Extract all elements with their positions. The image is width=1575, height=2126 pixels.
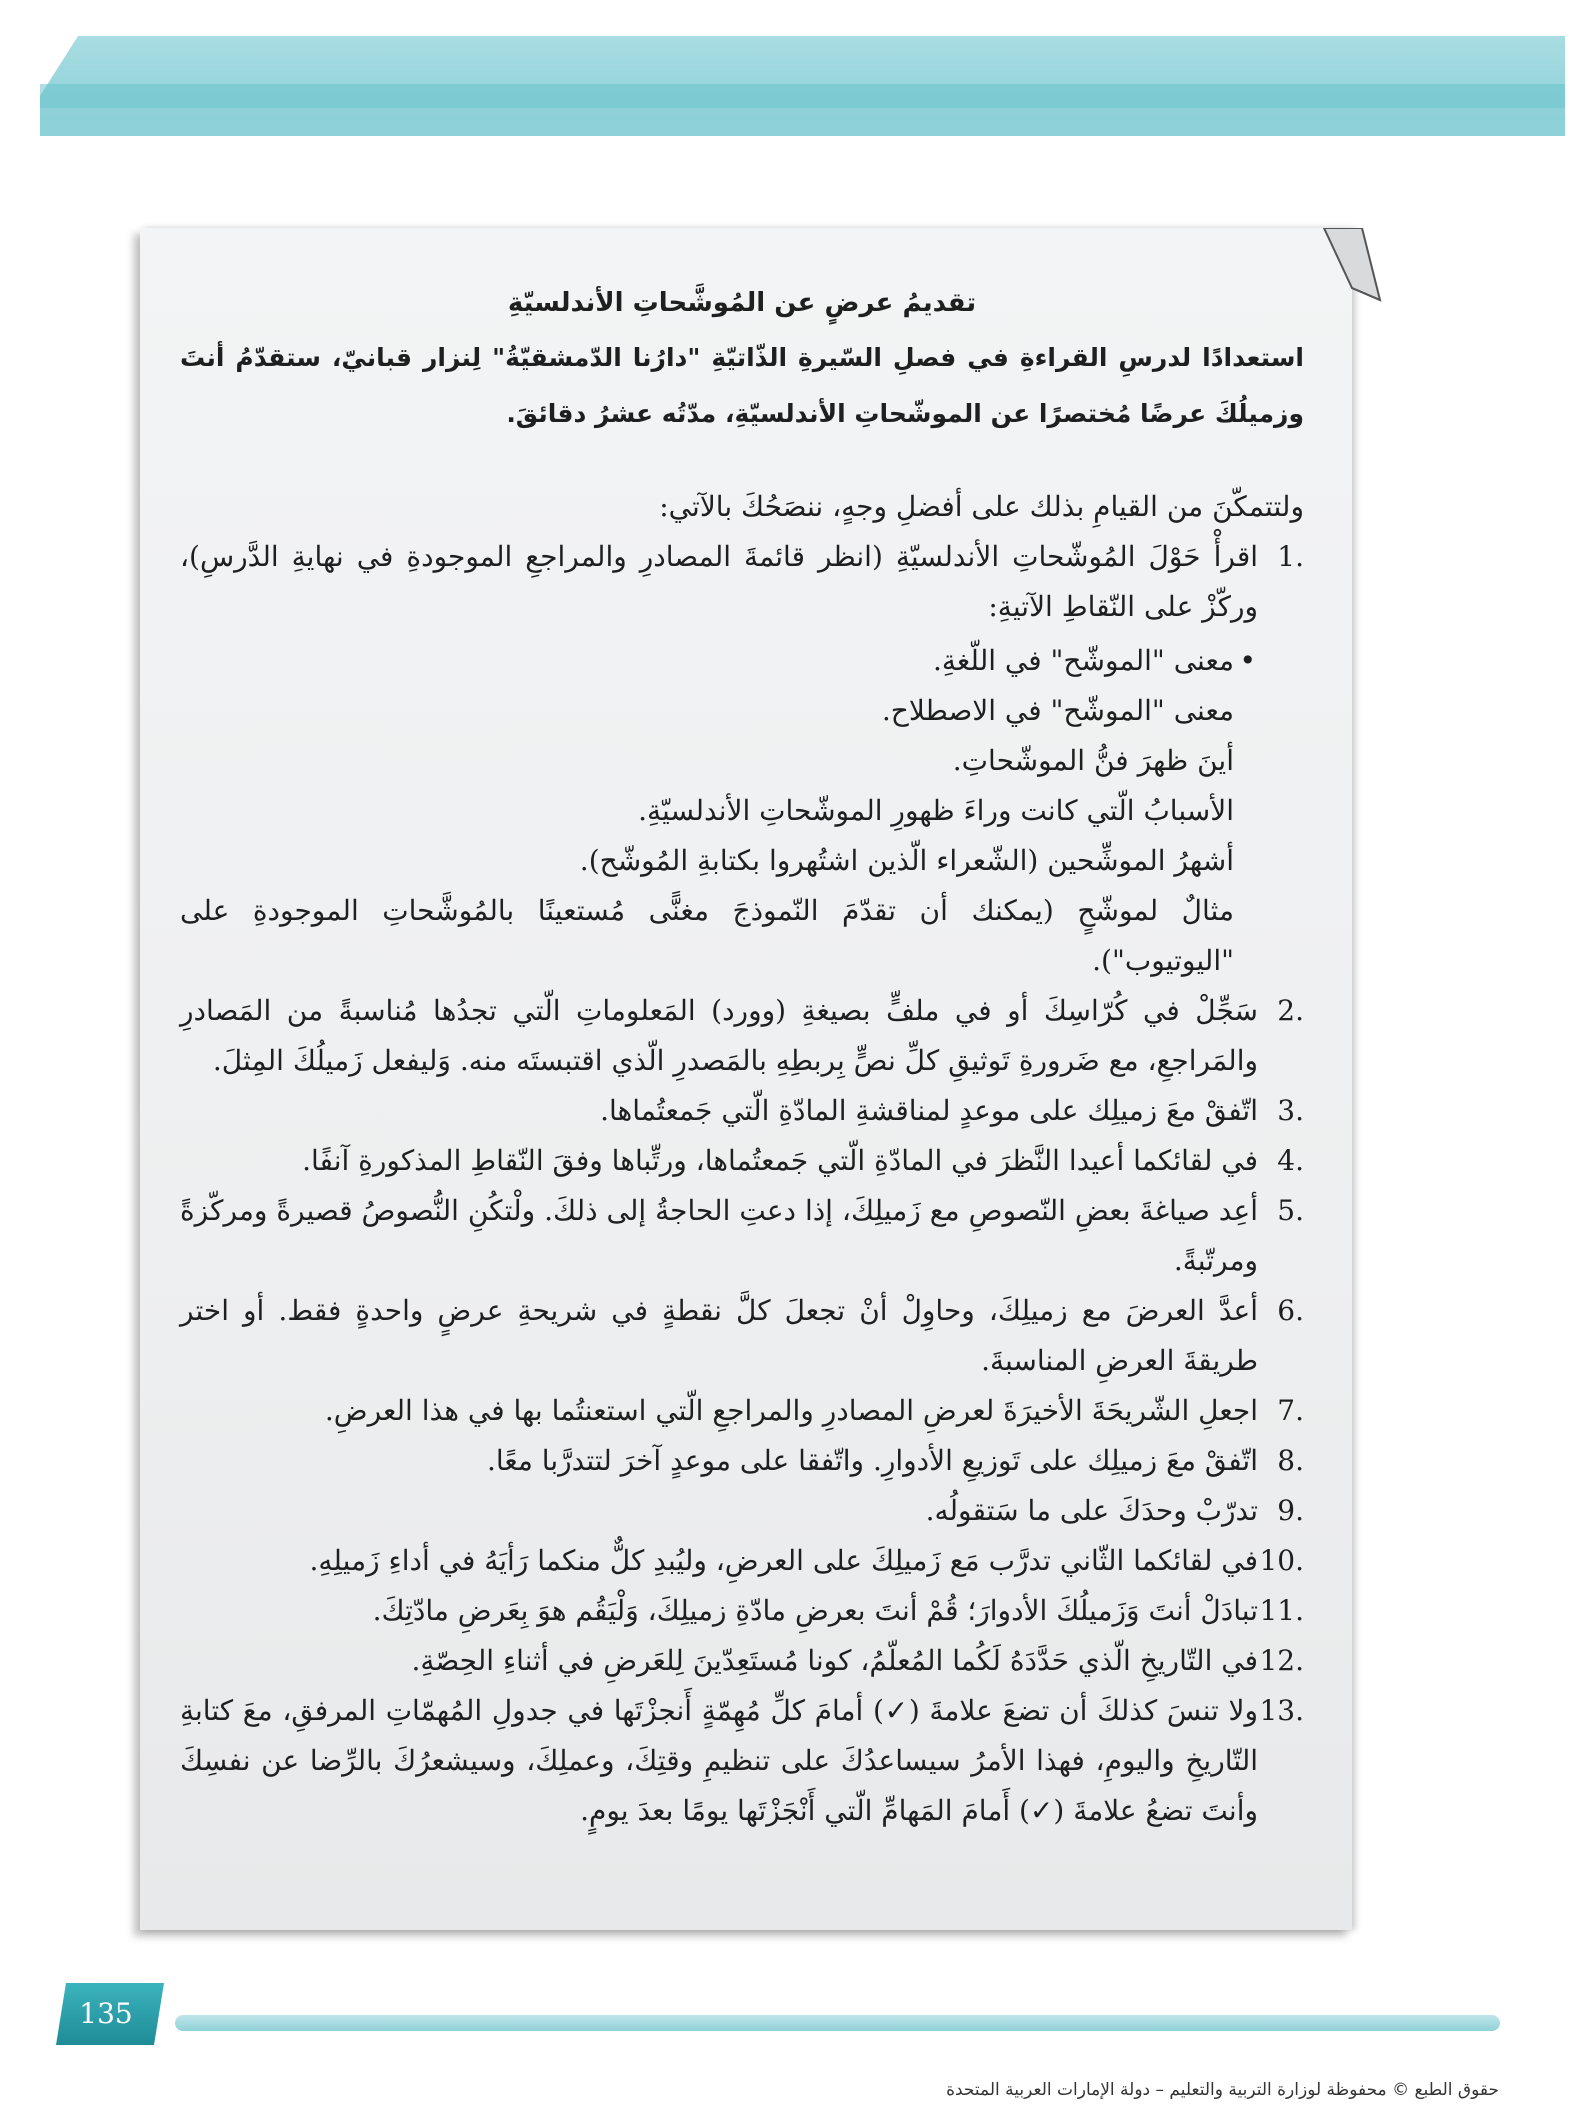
- step-number: 5.: [1277, 1194, 1304, 1227]
- page-number: 135: [79, 1997, 133, 2030]
- step-number: 11.: [1259, 1594, 1304, 1627]
- list-item: [180, 1486, 1304, 1536]
- page-curl-icon: [1322, 228, 1382, 308]
- list-item: [180, 1686, 1304, 1836]
- step-text: في لقائكما أعيدا النَّظرَ في المادّةِ الّتي جَمعتُماها، ورتِّباها وفقَ النّقاطِ المذكورةِ آنفًا.: [302, 1144, 1258, 1177]
- point-item: أينَ ظهرَ فنُّ الموشّحاتِ.: [952, 744, 1234, 777]
- footer-bar: [175, 2015, 1500, 2031]
- list-item: [180, 1086, 1304, 1136]
- step-text: تدرّبْ وحدَكَ على ما سَتقولُه.: [925, 1494, 1258, 1527]
- step-number: 2.: [1277, 994, 1304, 1027]
- step-number: 9.: [1277, 1494, 1304, 1527]
- point-item: معنى "الموشّح" في الاصطلاح.: [881, 694, 1234, 727]
- copyright-notice: حقوق الطبع © محفوظة لوزارة التربية والتعليم – دولة الإمارات العربية المتحدة: [946, 2080, 1499, 2100]
- step-text: اتّفقْ معَ زميلِك على تَوزيعِ الأدوارِ. واتّفقا على موعدٍ آخرَ لتتدرَّبا معًا.: [486, 1444, 1258, 1477]
- step-number: 13.: [1259, 1694, 1304, 1727]
- step-number: 3.: [1277, 1094, 1304, 1127]
- activity-card: [140, 228, 1352, 1930]
- list-item: [180, 1586, 1304, 1636]
- activity-content: [180, 260, 1304, 1836]
- header-band-shape: [40, 36, 1565, 136]
- points-list: [180, 636, 1258, 986]
- step-text: في التّاريخِ الّذي حَدَّدَهُ لَكُما المُعلّمُ، كونا مُستَعِدّينَ لِلعَرضِ في أثناءِ الحِصّةِ.: [411, 1644, 1258, 1677]
- step-text: اقرأْ حَوْلَ المُوشّحاتِ الأندلسيّةِ (انظر قائمةَ المصادرِ والمراجعِ الموجودةِ في نهايةِ الدَّرسِ)، وركّزْ على النّقاطِ الآتيةِ:: [180, 540, 1258, 623]
- list-item: [180, 1286, 1304, 1386]
- list-item: [180, 532, 1304, 986]
- header-band: [40, 36, 1565, 136]
- list-item: [180, 986, 1304, 1086]
- step-text: سَجِّلْ في كُرّاسِكَ أو في ملفٍّ بصيغةِ (وورد) المَعلوماتِ الّتي تجدُها مُناسبةً من المَصادرِ والمَراجعِ، مع ضَرورةِ تَوثيقِ كلِّ نصٍّ بِربطِهِ بالمَصدرِ الّذي اقتبستَه منه. وَليفعل زَميلُكَ المِثلَ.: [180, 994, 1258, 1077]
- list-item: [180, 1636, 1304, 1686]
- step-number: 10.: [1259, 1544, 1304, 1577]
- point-item: • معنى "الموشّح" في اللّغةِ.: [180, 636, 1234, 686]
- step-number: 12.: [1259, 1644, 1304, 1677]
- step-text: اجعلِ الشّريحَةَ الأخيرَةَ لعرضِ المصادرِ والمراجعِ الّتي استعنتُما بها في هذا العرضِ.: [324, 1394, 1258, 1427]
- step-number: 6.: [1277, 1294, 1304, 1327]
- step-number: 7.: [1277, 1394, 1304, 1427]
- step-number: 8.: [1277, 1444, 1304, 1477]
- bullet-icon: •: [1239, 644, 1256, 677]
- point-item: مثالٌ لموشّحٍ (يمكنك أن تقدّمَ النّموذجَ مغنًّى مُستعينًا بالمُوشَّحاتِ الموجودةِ على "اليوتيوب").: [180, 894, 1234, 977]
- list-item: [180, 1436, 1304, 1486]
- step-text: اتّفقْ معَ زميلِك على موعدٍ لمناقشةِ المادّةِ الّتي جَمعتُماها.: [600, 1094, 1258, 1127]
- step-text: في لقائكما الثّاني تدرَّب مَع زَميلِكَ على العرضِ، وليُبدِ كلٌّ منكما رَأيَهُ في أداءِ زَميلِهِ.: [309, 1544, 1258, 1577]
- list-item: [180, 1536, 1304, 1586]
- activity-intro: استعدادًا لدرسِ القراءةِ في فصلِ السّيرةِ الذّاتيّةِ "دارُنا الدّمشقيّةُ" لِنزار قبانيّ، ستقدّمُ أنتَ وزميلُكَ عرضًا مُختصرًا عن الموشّحاتِ الأندلسيّةِ، مدّتُه عشرُ دقائقَ.: [180, 343, 1304, 428]
- step-text: تبادَلْ أنتَ وَزَميلُكَ الأدوارَ؛ قُمْ أنتَ بعرضِ مادّةِ زميلِكَ، وَلْيَقُم هوَ بِعَرضِ مادّتِكَ.: [372, 1594, 1258, 1627]
- step-number: 4.: [1277, 1144, 1304, 1177]
- activity-lead: ولتتمكّنَ من القيامِ بذلك على أفضلِ وجهٍ، ننصَحُكَ بالآتي:: [659, 490, 1304, 523]
- step-number: 1.: [1277, 540, 1304, 573]
- step-text: أعدَّ العرضَ مع زميلِكَ، وحاوِلْ أنْ تجعلَ كلَّ نقطةٍ في شريحةِ عرضٍ واحدةٍ فقط. أو اختر طريقةَ العرضِ المناسبةَ.: [180, 1294, 1258, 1377]
- step-text: ولا تنسَ كذلكَ أن تضعَ علامةَ (✓) أمامَ كلِّ مُهِمّةٍ أَنجزْتَها في جدولِ المُهمّاتِ المرفقِ، معَ كتابةِ التّاريخِ واليومِ، فهذا الأمرُ سيساعدُكَ على تنظيمِ وقتِكَ، وعملِكَ، وسيشعرُكَ بالرِّضا عن نفسِكَ وأنتَ تضعُ علامةَ (✓) أَمامَ المَهامِّ الّتي أَنْجَزْتَها يومًا بعدَ يومٍ.: [180, 1694, 1258, 1827]
- list-item: [180, 1186, 1304, 1286]
- steps-list: [180, 532, 1304, 1836]
- point-item: أشهرُ الموشِّحين (الشّعراء الّذين اشتُهروا بكتابةِ المُوشّح).: [579, 844, 1234, 877]
- activity-title: تقديمُ عرضٍ عن المُوشَّحاتِ الأندلسيّةِ: [507, 288, 977, 318]
- list-item: [180, 1386, 1304, 1436]
- list-item: [180, 1136, 1304, 1186]
- point-item: الأسبابُ الّتي كانت وراءَ ظهورِ الموشّحاتِ الأندلسيّةِ.: [638, 794, 1234, 827]
- step-text: أعِد صياغةَ بعضِ النّصوصِ مع زَميلِكَ، إذا دعتِ الحاجةُ إلى ذلكَ. ولْتكُنِ النُّصوصُ قصيرةً ومركّزةً ومرتّبةً.: [180, 1194, 1258, 1277]
